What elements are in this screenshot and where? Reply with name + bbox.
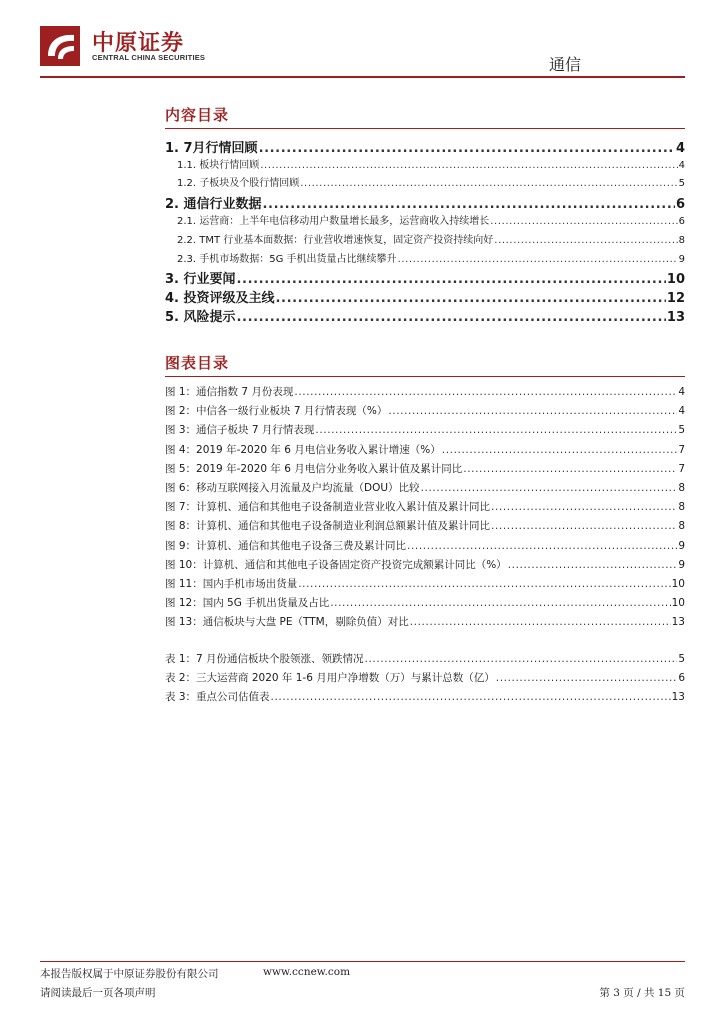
toc-entry[interactable] (165, 538, 685, 553)
dot-leader (276, 291, 666, 306)
dot-leader (263, 197, 675, 212)
toc-entry-label: 4. 投资评级及主线 (165, 291, 275, 306)
toc-entry[interactable] (165, 422, 685, 437)
toc-entry-label: 图 8：计算机、通信和其他电子设备制造业利润总额累计值及累计同比 (165, 520, 491, 533)
toc-entry-label: 图 5：2019 年-2020 年 6 月电信分业务收入累计值及累计同比 (165, 462, 463, 475)
toc-entry-page: 4 (675, 141, 685, 156)
toc-entry-page: 8 (678, 520, 685, 533)
logo-chinese-name: 中原证券 (92, 30, 185, 56)
dot-leader (298, 578, 670, 590)
toc-entry-label: 1.2. 子板块及个股行情回顾 (177, 178, 300, 189)
toc-entry[interactable] (165, 231, 685, 245)
toc-entry[interactable] (165, 306, 685, 324)
toc-entry[interactable] (165, 595, 685, 610)
dot-leader (294, 386, 677, 398)
toc-entry-page: 5 (678, 424, 685, 437)
toc-entry[interactable] (165, 193, 685, 211)
dot-leader (237, 272, 666, 287)
toc-entry-label: 图 13：通信板块与大盘 PE（TTM，剔除负值）对比 (165, 616, 409, 629)
dot-leader (407, 540, 677, 552)
sector-label: 通信 (548, 55, 581, 74)
dot-leader (330, 597, 670, 609)
toc-entry-label: 3. 行业要闻 (165, 272, 236, 287)
toc-entry-label: 2.3. 手机市场数据：5G 手机出货量占比继续攀升 (177, 254, 397, 265)
toc-entry-page: 12 (666, 291, 685, 306)
dot-leader (463, 463, 677, 475)
toc-entry-page: 13 (671, 691, 685, 704)
toc-entry-label: 图 2：中信各一级行业板块 7 月行情表现（%） (165, 405, 388, 418)
logo-mark-icon (40, 26, 80, 66)
dot-leader (365, 653, 678, 665)
toc-entry[interactable] (165, 518, 685, 533)
toc-entry[interactable] (165, 156, 685, 170)
toc-entry-page: 8 (678, 482, 685, 494)
toc-entry[interactable] (165, 689, 685, 704)
toc-entry[interactable] (165, 557, 685, 572)
toc-entry-page: 13 (666, 310, 685, 325)
toc-entry-label: 图 7：计算机、通信和其他电子设备制造业营业收入累计值及累计同比 (165, 501, 491, 514)
copyright-notice: 本报告版权属于中原证券股份有限公司 (40, 968, 219, 980)
dot-leader (398, 254, 678, 265)
toc-entry[interactable] (165, 287, 685, 305)
toc-entry[interactable] (165, 384, 685, 399)
toc-entry-page: 6 (678, 672, 685, 685)
toc-entry-page: 4 (678, 386, 685, 398)
toc-entry-page: 10 (671, 597, 685, 610)
dot-leader (237, 310, 666, 325)
toc-entry-label: 表 2：三大运营商 2020 年 1-6 月用户净增数（万）与累计总数（亿） (165, 672, 495, 685)
dot-leader (496, 672, 678, 684)
footer-divider (40, 961, 685, 962)
toc-entry-label: 图 11：国内手机市场出货量 (165, 578, 298, 590)
toc-entry-label: 表 1：7 月份通信板块个股领涨、领跌情况 (165, 653, 364, 665)
toc-entry-label: 2.1. 运营商：上半年电信移动用户数量增长最多，运营商收入持续增长 (177, 216, 490, 227)
toc-entry[interactable] (165, 137, 685, 155)
dot-leader (421, 482, 678, 494)
page-header (0, 0, 724, 80)
toc-entry-page: 9 (678, 539, 685, 552)
toc-entry[interactable] (165, 212, 685, 226)
toc-entry-label: 5. 风险提示 (165, 310, 236, 325)
toc-entry-page: 7 (678, 443, 685, 456)
toc-entry[interactable] (165, 614, 685, 629)
toc-entry[interactable] (165, 576, 685, 591)
toc-entry-page: 6 (675, 197, 685, 212)
dot-leader (442, 444, 678, 456)
toc-entry-page: 4 (678, 160, 685, 171)
dot-leader (300, 178, 677, 189)
toc-entry-label: 1.1. 板块行情回顾 (177, 160, 260, 171)
toc-entry[interactable] (165, 442, 685, 457)
toc-entry-page: 8 (678, 501, 685, 514)
toc-entry-page: 5 (678, 653, 685, 665)
toc-entry-label: 图 9：计算机、通信和其他电子设备三费及累计同比 (165, 539, 407, 552)
toc-entry-label: 图 12：国内 5G 手机出货量及占比 (165, 597, 330, 610)
figures-divider (165, 376, 685, 377)
logo-english-name: CENTRAL CHINA SECURITIES (92, 53, 206, 62)
dot-leader (315, 424, 677, 436)
website-link[interactable]: www.ccnew.com (263, 966, 351, 978)
toc-entry-label: 图 10：计算机、通信和其他电子设备固定资产投资完成额累计同比（%） (165, 558, 507, 571)
toc-entry-label: 图 1：通信指数 7 月份表现 (165, 386, 294, 398)
dot-leader (410, 616, 671, 628)
toc-entry-label: 1. 7月行情回顾 (165, 141, 258, 156)
toc-entry[interactable] (165, 403, 685, 418)
toc-entry-page: 10 (666, 272, 685, 287)
toc-entry-page: 8 (678, 235, 685, 246)
toc-entry[interactable] (165, 670, 685, 685)
toc-entry[interactable] (165, 268, 685, 286)
dot-leader (491, 520, 677, 532)
read-disclaimer-note: 请阅读最后一页各项声明 (40, 987, 156, 999)
company-logo (40, 26, 230, 70)
toc-entry-page: 7 (678, 462, 685, 475)
dot-leader (508, 559, 678, 571)
toc-entry[interactable] (165, 651, 685, 666)
toc-entry[interactable] (165, 499, 685, 514)
toc-entry-label: 图 6：移动互联网接入月流量及户均流量（DOU）比较 (165, 482, 420, 494)
toc-entry-page: 5 (678, 178, 685, 189)
header-divider (40, 76, 685, 78)
dot-leader (260, 160, 677, 171)
contents-divider (165, 128, 685, 129)
dot-leader (494, 235, 677, 246)
toc-entry[interactable] (165, 250, 685, 264)
toc-entry-label: 2. 通信行业数据 (165, 197, 262, 212)
toc-entry-label: 图 4：2019 年-2020 年 6 月电信业务收入累计增速（%） (165, 443, 441, 456)
toc-entry-page: 9 (678, 254, 685, 265)
toc-entry-label: 表 3：重点公司估值表 (165, 691, 270, 704)
toc-entry[interactable] (165, 174, 685, 188)
toc-entry-page: 4 (678, 405, 685, 418)
toc-entry-page: 10 (671, 578, 685, 590)
toc-entry-page: 9 (678, 558, 685, 571)
toc-entry-label: 图 3：通信子板块 7 月行情表现 (165, 424, 315, 437)
toc-entry[interactable] (165, 480, 685, 495)
toc-entry-label: 2.2. TMT 行业基本面数据：行业营收增速恢复，固定资产投资持续向好 (177, 235, 494, 246)
page-number: 第 3 页 / 共 15 页 (599, 987, 685, 999)
toc-entry-page: 13 (671, 616, 685, 629)
figures-title: 图表目录 (165, 354, 230, 372)
dot-leader (259, 141, 675, 156)
dot-leader (388, 405, 677, 417)
toc-entry-page: 6 (678, 216, 685, 227)
toc-entry[interactable] (165, 461, 685, 476)
dot-leader (491, 501, 677, 513)
dot-leader (490, 216, 677, 227)
contents-title: 内容目录 (165, 106, 230, 124)
dot-leader (271, 691, 671, 703)
